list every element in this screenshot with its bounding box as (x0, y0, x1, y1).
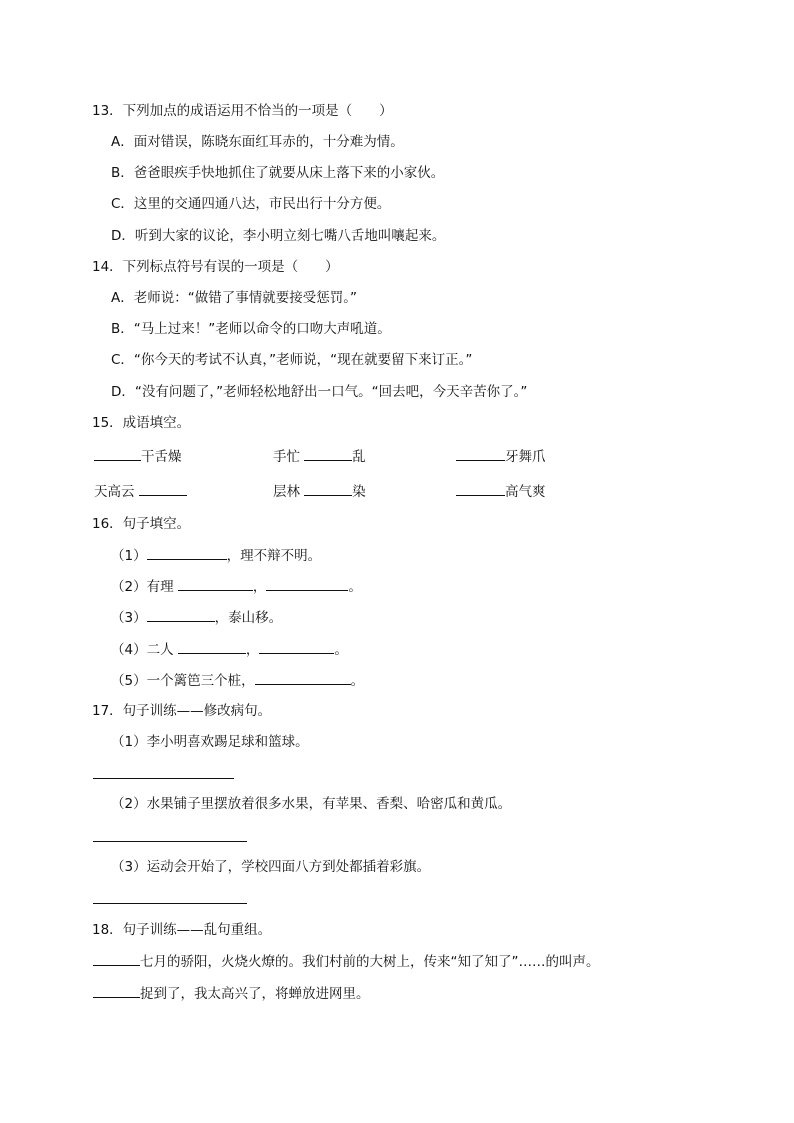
blank[interactable] (259, 639, 334, 654)
q14-option-d: D．“没有问题了，”老师轻松地舒出一口气。“回去吧，今天辛苦你了。” (111, 384, 528, 400)
blank[interactable] (456, 446, 505, 461)
sentence-fill-4: （4）二人 ， 。 (111, 639, 348, 659)
q13-option-c: C．这里的交通四通八达，市民出行十分方便。 (111, 196, 391, 212)
q14-stem: 14．下列标点符号有误的一项是（ ） (92, 259, 339, 275)
idiom-fill-1: 干舌燥 (94, 446, 182, 467)
blank[interactable] (178, 639, 246, 654)
answer-line[interactable] (93, 902, 247, 904)
blank[interactable] (304, 446, 352, 461)
q14-option-a: A．老师说：“做错了事情就要接受惩罚。” (111, 290, 357, 306)
idiom-fill-2: 手忙 乱 (273, 446, 366, 467)
blank[interactable] (94, 446, 141, 461)
sentence-revise-3: （3）运动会开始了，学校四面八方到处都插着彩旗。 (111, 859, 431, 875)
sentence-revise-2: （2）水果铺子里摆放着很多水果，有苹果、香梨、哈密瓜和黄瓜。 (111, 796, 512, 812)
sentence-fill-2: （2）有理 ， 。 (111, 576, 362, 596)
q13-option-d: D．听到大家的议论，李小明立刻七嘴八舌地叫嚷起来。 (111, 228, 446, 244)
sentence-fill-1: （1） ，理不辩不明。 (111, 545, 321, 565)
q17-stem: 17．句子训练——修改病句。 (92, 703, 272, 719)
q16-stem: 16．句子填空。 (92, 516, 191, 532)
answer-line[interactable] (93, 840, 247, 842)
idiom-fill-6: 高气爽 (456, 481, 546, 502)
blank[interactable] (93, 951, 140, 966)
blank[interactable] (456, 481, 505, 496)
blank[interactable] (139, 481, 187, 496)
q13-option-a: A．面对错误，陈晓东面红耳赤的，十分难为情。 (111, 134, 404, 150)
sentence-fill-3: （3） ，泰山移。 (111, 607, 282, 627)
q13-stem: 13．下列加点的成语运用不恰当的一项是（ ） (92, 103, 393, 119)
reorder-line-1: 七月的骄阳，火烧火燎的。我们村前的大树上，传来“知了知了”……的叫声。 (93, 951, 600, 971)
blank[interactable] (178, 576, 253, 591)
idiom-fill-4: 天高云 (94, 481, 187, 502)
blank[interactable] (147, 545, 227, 560)
q13-option-b: B．爸爸眼疾手快地抓住了就要从床上落下来的小家伙。 (111, 165, 445, 181)
q15-stem: 15．成语填空。 (92, 415, 191, 431)
q14-option-b: B．“马上过来！”老师以命令的口吻大声吼道。 (111, 321, 391, 337)
reorder-line-2: 捉到了，我太高兴了，将蝉放进网里。 (93, 983, 370, 1003)
blank[interactable] (147, 607, 215, 622)
blank[interactable] (255, 670, 351, 685)
idiom-fill-5: 层林 染 (273, 481, 366, 502)
blank[interactable] (266, 576, 348, 591)
q14-option-c: C．“你今天的考试不认真，”老师说，“现在就要留下来订正。” (111, 352, 473, 368)
sentence-revise-1: （1）李小明喜欢踢足球和篮球。 (111, 734, 309, 750)
blank[interactable] (93, 983, 140, 998)
sentence-fill-5: （5）一个篱笆三个桩， 。 (111, 670, 364, 690)
idiom-fill-3: 牙舞爪 (456, 446, 546, 467)
blank[interactable] (304, 481, 352, 496)
answer-line[interactable] (93, 777, 234, 779)
q18-stem: 18．句子训练——乱句重组。 (92, 922, 272, 938)
